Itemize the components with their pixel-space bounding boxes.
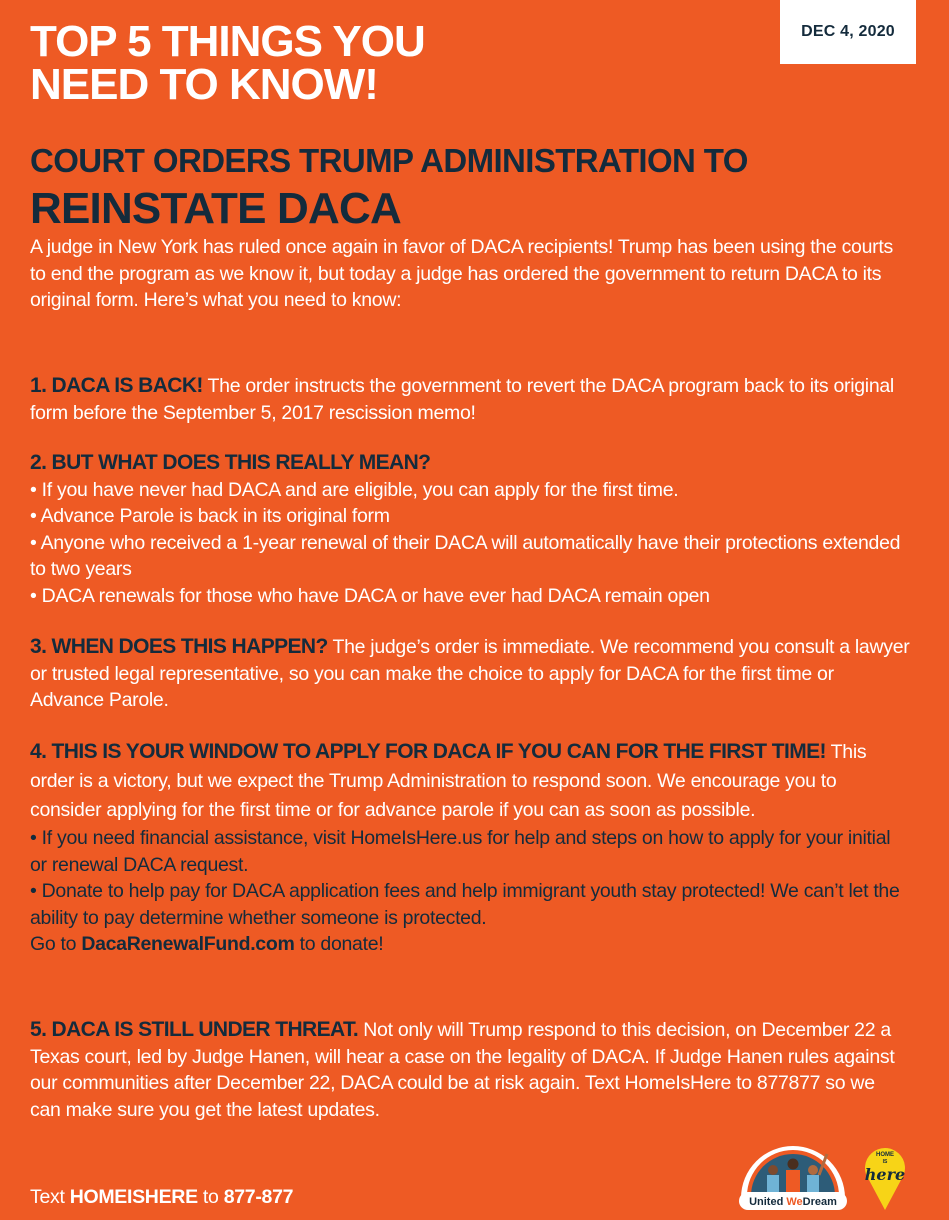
hih-text-3: here: [864, 1165, 906, 1184]
item-1-heading: 1. DACA IS BACK!: [30, 374, 203, 397]
item-4-go-to: Go to: [30, 933, 82, 955]
item-4-bullet-1: • If you need financial assistance, visit HomeIsHere.us for help and steps on how to apply for your initial or renewal DACA request.: [30, 827, 891, 876]
hih-text-1: HOME: [876, 1152, 894, 1158]
item-4-heading: 4. THIS IS YOUR WINDOW TO APPLY FOR DACA IF YOU CAN FOR THE FIRST TIME!: [30, 740, 826, 763]
item-1-text: The order instructs the government to revert the DACA program back to its original form before the September 5, 2017 rescission memo!: [30, 375, 894, 424]
svg-text:United WeDream: [749, 1196, 837, 1208]
item-2: [30, 450, 910, 609]
title-line-1: TOP 5 THINGS YOU: [30, 17, 425, 66]
page-title: [30, 17, 590, 109]
logos: [735, 1140, 935, 1210]
title-line-2: NEED TO KNOW!: [30, 60, 378, 109]
item-3-text: The judge’s order is immediate. We recommend you consult a lawyer or trusted legal representative, so you can make the choice to apply for DACA for the first time or Advance Parole.: [30, 636, 910, 711]
item-4-text: This order is a victory, but we expect the Trump Administration to respond soon. We encourage you to consider applying for the first time or for advance parole if you can as soon as possible.: [30, 741, 867, 821]
item-2-heading: 2. BUT WHAT DOES THIS REALLY MEAN?: [30, 451, 431, 474]
footer-keyword: HOMEISHERE: [69, 1186, 198, 1208]
item-3-heading: 3. WHEN DOES THIS HAPPEN?: [30, 635, 328, 658]
item-1: [30, 373, 910, 426]
item-3: [30, 634, 910, 714]
item-2-bullet: • Advance Parole is back in its original form: [30, 505, 390, 527]
item-5-heading: 5. DACA IS STILL UNDER THREAT.: [30, 1018, 359, 1041]
footer-mid: to: [197, 1186, 224, 1208]
item-4: [30, 737, 910, 958]
uwd-text-2: We: [786, 1196, 803, 1208]
item-2-bullet: • If you have never had DACA and are eligible, you can apply for the first time.: [30, 478, 679, 501]
home-is-here-logo: [865, 1148, 905, 1210]
date-badge: [780, 0, 916, 64]
intro-paragraph: [30, 234, 910, 314]
footer-number: 877-877: [223, 1186, 294, 1208]
item-4-bullet-2: • Donate to help pay for DACA application fees and help immigrant youth stay protected! We can’t let the ability to pay determine whether someone is protected.: [30, 880, 900, 929]
item-4-to-donate: to donate!: [294, 933, 384, 955]
footer-prefix: Text: [30, 1186, 70, 1208]
united-we-dream-logo: [735, 1140, 935, 1212]
date-text: DEC 4, 2020: [801, 23, 895, 40]
footer-text: [30, 1184, 430, 1211]
item-5-text: Not only will Trump respond to this decision, on December 22 a Texas court, led by Judge Hanen, will hear a case on the legality of DACA. If Judge Hanen rules against our communities after December 22, DACA could be at risk again. Text HomeIsHere to 877877 so we can make sure you get the latest updates.: [30, 1019, 895, 1121]
donate-link[interactable]: DacaRenewalFund.com: [81, 933, 295, 955]
subtitle-line-1: COURT ORDERS TRUMP ADMINISTRATION TO: [30, 142, 748, 179]
uwd-text-3: Dream: [802, 1196, 837, 1208]
uwd-text-1: United: [749, 1196, 787, 1208]
item-2-bullet: • Anyone who received a 1-year renewal of their DACA will automatically have their protections extended to two years: [30, 531, 901, 580]
hih-text-2: IS: [882, 1159, 888, 1165]
subtitle-line-2: REINSTATE DACA: [30, 184, 401, 233]
item-5: [30, 1017, 910, 1123]
item-2-bullet: • DACA renewals for those who have DACA or have ever had DACA remain open: [30, 584, 710, 607]
intro-text: A judge in New York has ruled once again in favor of DACA recipients! Trump has been using the courts to end the program as we know it, but today a judge has ordered the government to return DACA to its original form. Here’s what you need to know:: [30, 236, 893, 311]
